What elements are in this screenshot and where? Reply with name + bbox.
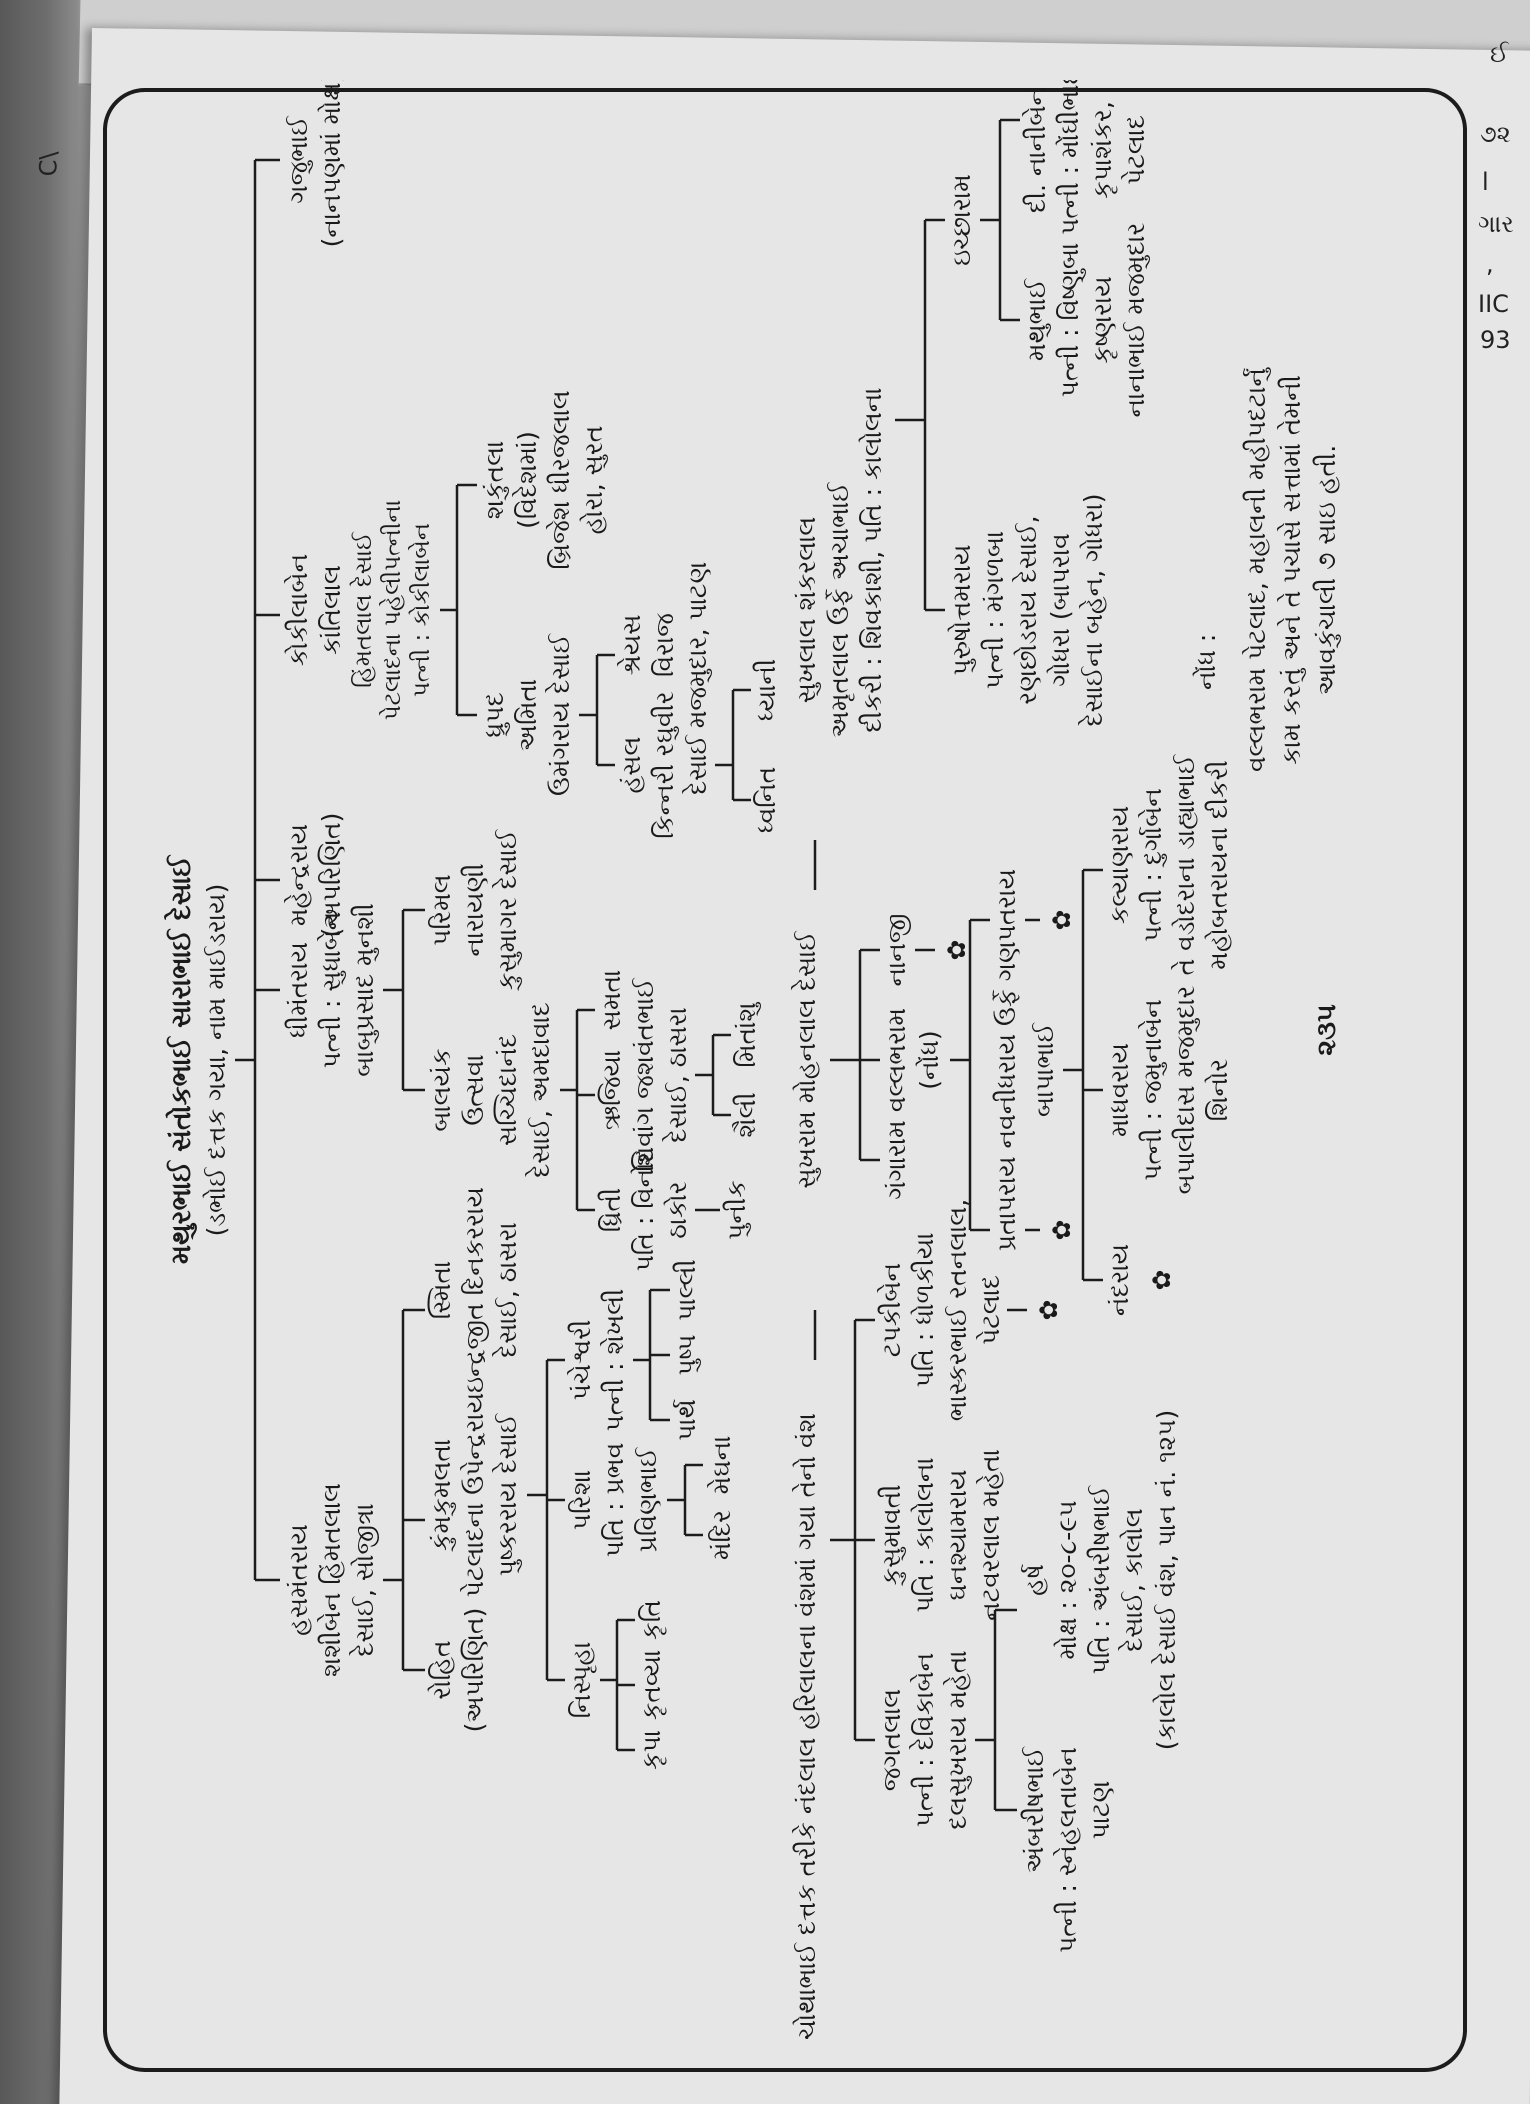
flower-icon: ✿ (1034, 1299, 1063, 1321)
mathubhai-spouse-father: કૃષ્ણરાય (1088, 276, 1117, 364)
nanalben: દી. નાનીબેન (1022, 86, 1051, 214)
note-line-3: આવકુંચાલી ૭ સાઇ હતી. (1312, 444, 1341, 696)
dhriti-husband-surname: ઠાકોર (663, 1181, 692, 1239)
shivkashi: દીકરી : શિવકાશી, પતિ : કાલોલના (858, 387, 887, 733)
dhriti: ધ્રિતી (597, 1187, 626, 1233)
nanalben-husband-name: કૃપાશંકર, (1088, 101, 1117, 199)
mathubhai-spouse-family: નાનાભાઈ મજમુદાર (1121, 222, 1150, 418)
punik: પુનીક (722, 1180, 751, 1240)
kusumavati: કુસુમાવતી (877, 1484, 906, 1586)
balyank: બાલયંક (427, 1048, 456, 1132)
page-number: ૨૩૫ (1311, 1004, 1342, 1056)
harsh-husband-place: દેસાઈ, કાલોલ (1119, 1508, 1148, 1652)
parisha-husband: પતિ : પ્રભવ (600, 1442, 629, 1558)
parimal-spouse-family: કુસુમાગર દેસાઈ (493, 829, 522, 991)
margin-mark-right: IIC (1478, 290, 1509, 318)
shaili: શૈલી (732, 1092, 761, 1138)
shakuntala-location: (વિદેશમાં) (513, 431, 542, 529)
kokilaben: કોકીલાબેન (284, 553, 313, 667)
madhavray-spouse-family: બપાલીદાસ મજમુદાર (1171, 985, 1200, 1195)
margin-mark-right: l (1482, 168, 1489, 196)
lineage-heading: ચોથાભાઈ દત્તક તરીકે નંદલાલ હરિલાલના વંશમાં ગયા તેનો વંશ (792, 1413, 821, 2040)
hasmantray: હસમંતરાય (284, 1524, 313, 1636)
rohit: રોહિત (427, 1640, 456, 1700)
rujiya-husband-place: દેસાઈ, ઠાસરા (663, 1007, 692, 1143)
nanalji: નાનજી (882, 913, 911, 987)
root-name: મથુરભાઈ સંતોકભાઈ સારાભાઈ દેસાઈ (166, 855, 197, 1265)
purushottamray-spouse-place: ગોધરા (બાપરાવ (1046, 533, 1075, 687)
flower-icon: ✿ (1047, 909, 1076, 931)
shakuntala: શકુંતલા (480, 440, 509, 520)
kokilaben-husband: કાંતિલાલ (317, 565, 346, 655)
dhimantray-spouse: પત્ની : સુધાબેન (317, 911, 346, 1069)
hasmantray-place: દેસાઈ, સોજીત્રા (350, 1503, 379, 1657)
harsh-husband: પતિ : અંબરીષભાઈ (1086, 1485, 1115, 1675)
kusumavati-husband-surname: નટવરલાલ મહેતા (976, 1449, 1005, 1621)
smita-husband: ઇન્દ્રજીત દિનકરરાય (460, 1187, 489, 1393)
note-line-1: વલ્લભરામ પેટલાદ, મહાલની મહીપદટાર્નું (1242, 367, 1271, 773)
purushottamray-spouse-relation: દેસાઈના બહેન, ગોધરા) (1079, 493, 1108, 727)
parth: પાર્થ (672, 1399, 701, 1441)
amrutlal: અમૃતલાલ ઉર્ફે અચાભાઈ (825, 482, 854, 738)
bapubhai: બાપાભાઈ (1030, 1023, 1059, 1117)
purushottamray: પુરુષોત્તમરાય (947, 544, 976, 676)
nandray: નંદરાય (1105, 1243, 1134, 1317)
pancheshwari-spouse: પત્ની : શેખલી (600, 1288, 629, 1432)
dhvanit: ધ્વનિત (752, 766, 781, 834)
shreyas: શ્રેયસ (617, 614, 646, 676)
mahendrarai: મહેન્દ્રરાય (284, 823, 313, 927)
gajubhai: ગજુભાઈ (284, 116, 313, 204)
parimal: પરિમલ (427, 874, 456, 946)
vallabhram: વલ્લભરામ (882, 1007, 911, 1113)
kumkumlata-husband: પેટલાદના ઉપેન્દ્રરાય (460, 1392, 489, 1598)
ambarishbhai-spouse: પત્ની : સ્નેહલતાબેન (1053, 1747, 1082, 1953)
margin-mark-right: ઈ (1490, 40, 1509, 68)
parisha: પરિશા (567, 1469, 596, 1531)
mathubhai-spouse: પત્ની : વિષ્ણુબા (1055, 242, 1084, 398)
purushottamray-spouse: પત્ની : મંગળબા (980, 530, 1009, 690)
root-note: (ડભોઈ દત્તક ગયા, નામ માઈડરાય) (202, 883, 231, 1237)
dhrupad: ધ્રુપદ (480, 692, 509, 738)
flower-icon: ✿ (1047, 1219, 1076, 1241)
mahendrarai-status: (અપરિણિત) (317, 812, 346, 938)
margin-mark-top-left: C\ (34, 151, 63, 177)
harsh-moksh: મોક્ષ : ૨૦-૮-૯૫ (1053, 1500, 1082, 1660)
jagatlal: જગતલાલ (877, 1688, 906, 1792)
pratapray: પ્રતાપરાય નવનીધરાય ઉર્ફે ગણપતરાય (992, 868, 1021, 1252)
kokilaben-note-2: પત્ની : કોકીલાબેન (409, 522, 435, 698)
dhrupad-spouse: અમિતા (513, 678, 542, 752)
margin-mark-right: , (1486, 250, 1494, 278)
tapkiben-husband-place: પેટલાદ (976, 1275, 1005, 1345)
tapkiben: ટપકીબેન (877, 1262, 906, 1358)
kumkumlata-husband-family: પુષ્કરરાય દેસાઈ (493, 1413, 522, 1577)
ambarishbhai-place: પાટણ (1086, 1780, 1115, 1840)
margin-mark-right: ૭૨ (1480, 120, 1511, 148)
flower-icon: ✿ (942, 939, 971, 961)
sukhram: સુખરામ મોહનલાલ દેસાઈ (792, 931, 821, 1189)
balyank-spouse-place: દેસાઈ, અમદાવાદ (526, 1002, 555, 1178)
parisha-husband-father: પ્રવિણભાઈ (633, 1447, 662, 1553)
hansal: હંસલ (617, 736, 646, 794)
balyank-spouse-father: સચ્ચિદાનંદ (493, 1033, 522, 1147)
jagatlal-spouse-family: દલસુખરાય મહેતા (943, 1650, 972, 1830)
kalyanray: કલ્યાણરાય (1105, 805, 1134, 925)
nispruha: નિસ્પૃહા (567, 1641, 596, 1719)
samata: સમતા (597, 969, 626, 1031)
meghna: મેઘના (707, 1435, 736, 1495)
madhavray-spouse: પત્ની : જમુનાબેન (1138, 999, 1167, 1181)
harsh-reference: (કાલોલ દેસાઈ વંશ, પાન નં. ૧૨૫) (1152, 1409, 1181, 1751)
note-line-2: કામ કરતું અને તે પચાસે સત્તામાં તેમની (1277, 375, 1306, 765)
kokilaben-husband-family: હિંમતલાલ દેસાઈ (351, 532, 377, 688)
tapkiben-husband-name: ભાસ્કરભાઈ રતનલાલ, (943, 1198, 972, 1422)
rohit-status: (અપરિણિત) (460, 1607, 489, 1733)
madhavray: માધવરાય (1105, 1043, 1134, 1137)
shreyas-spouse-family: મજમુદાર, પાટણ (683, 561, 712, 729)
shakuntala-husband: બ્રિજેશ ધીરજલાલ (546, 390, 575, 570)
nanalben-husband: પત્ની : મોંઘીભાઈ (1055, 80, 1084, 235)
margin-mark-right: 93 (1480, 326, 1511, 354)
kalyanray-spouse: પત્ની : દુર્ગાબેન (1138, 788, 1167, 942)
dhimantray-spouse-family: બાબુપ્રસાદ મુનશી (350, 903, 379, 1077)
jagatlal-spouse: પત્ની : દેવિકાબેન (910, 1652, 939, 1828)
dhriti-husband: પતિ : વિનોદ (630, 1148, 659, 1272)
ambarishbhai: અંબરીષભાઈ (1020, 1747, 1049, 1873)
kalyanray-spouse-father: તે વડોદરાના ડાહ્યાભાઈ (1171, 754, 1200, 976)
hansal-spouse-surname: દેસાઈ (683, 735, 712, 795)
hansal-spouse: કિન્નરી રઘુવીર (650, 691, 679, 839)
palli: પાલ્લી (672, 1259, 701, 1321)
kusumavati-husband-name: ઘનશ્યામરાય (943, 1469, 972, 1601)
madhavray-spouse-place: શિનોર (1204, 1058, 1233, 1122)
balyank-spouse: ઉત્સવા (460, 1054, 489, 1126)
sukhlal: સુખલાલ શંકરલાલ (792, 516, 821, 704)
purushottamray-spouse-father: રણછોડરાય દેસાઈ, (1013, 515, 1042, 705)
krupa: કૃપા (637, 1729, 666, 1771)
dhrupad-spouse-family: ઉમંગરાય દેસાઈ (546, 634, 575, 796)
kusumavati-husband: પતિ : કાલોલના (910, 1457, 939, 1613)
mitanshu: મિતાંશુ (732, 1002, 761, 1068)
gangaram: ગંગારામ (882, 1120, 911, 1200)
margin-mark-right: ગાર (1478, 210, 1514, 238)
smita: સ્મિતા (427, 1260, 456, 1320)
family-tree-diagram (95, 80, 1475, 2080)
shakuntala-husband-place: હોરા, સુરત (579, 425, 608, 535)
gajubhai-status: (નાનપણમાં મોક્ષ) (317, 80, 346, 248)
dhimantray: ધીમંતરાય (284, 942, 313, 1038)
flower-icon: ✿ (1147, 1269, 1176, 1291)
nanalben-husband-place: પેટલાદ (1121, 115, 1150, 185)
pancheshwari: પંચેશ્વરી (567, 1319, 596, 1401)
rujiya: ઋજિયા (597, 1049, 626, 1131)
mathubhai: મથુભાઈ (1022, 278, 1051, 362)
parimal-spouse: નારાયણી (460, 863, 489, 957)
kumkumlata: કુંમકુમલતા (427, 1438, 456, 1552)
kokilaben-note: પેટલાદના પહેલીપત્નીના (380, 499, 406, 721)
note-label: નોંધ : (1192, 633, 1221, 690)
mandir: મંદિર (707, 1509, 736, 1561)
ichharam: ઇચ્છારામ (947, 174, 976, 266)
kalyanray-spouse-family: મહોબતરાયના દીકરી (1204, 760, 1233, 970)
vallabhram-note: (નોંધ) (915, 1030, 944, 1090)
dhyani: ધ્યાની (752, 658, 781, 722)
smita-husband-place: દેસાઈ, ઠાસરા (493, 1222, 522, 1358)
krutavya: કૃતવ્યા (637, 1649, 666, 1721)
tapkiben-husband: પતિ : ધોળકીયા (910, 1232, 939, 1388)
pushp: પુષ્પ (672, 1334, 701, 1376)
harsh: હર્ષ (1020, 1564, 1049, 1596)
rujiya-husband: શિવાંગ જશવંતભાઈ (630, 978, 659, 1172)
hasmantray-spouse: શશીબેન હિંમતલાલ (317, 1483, 346, 1677)
shreyas-spouse: વિરાજ (650, 613, 679, 677)
kruti: કૃતિ (637, 1600, 666, 1640)
